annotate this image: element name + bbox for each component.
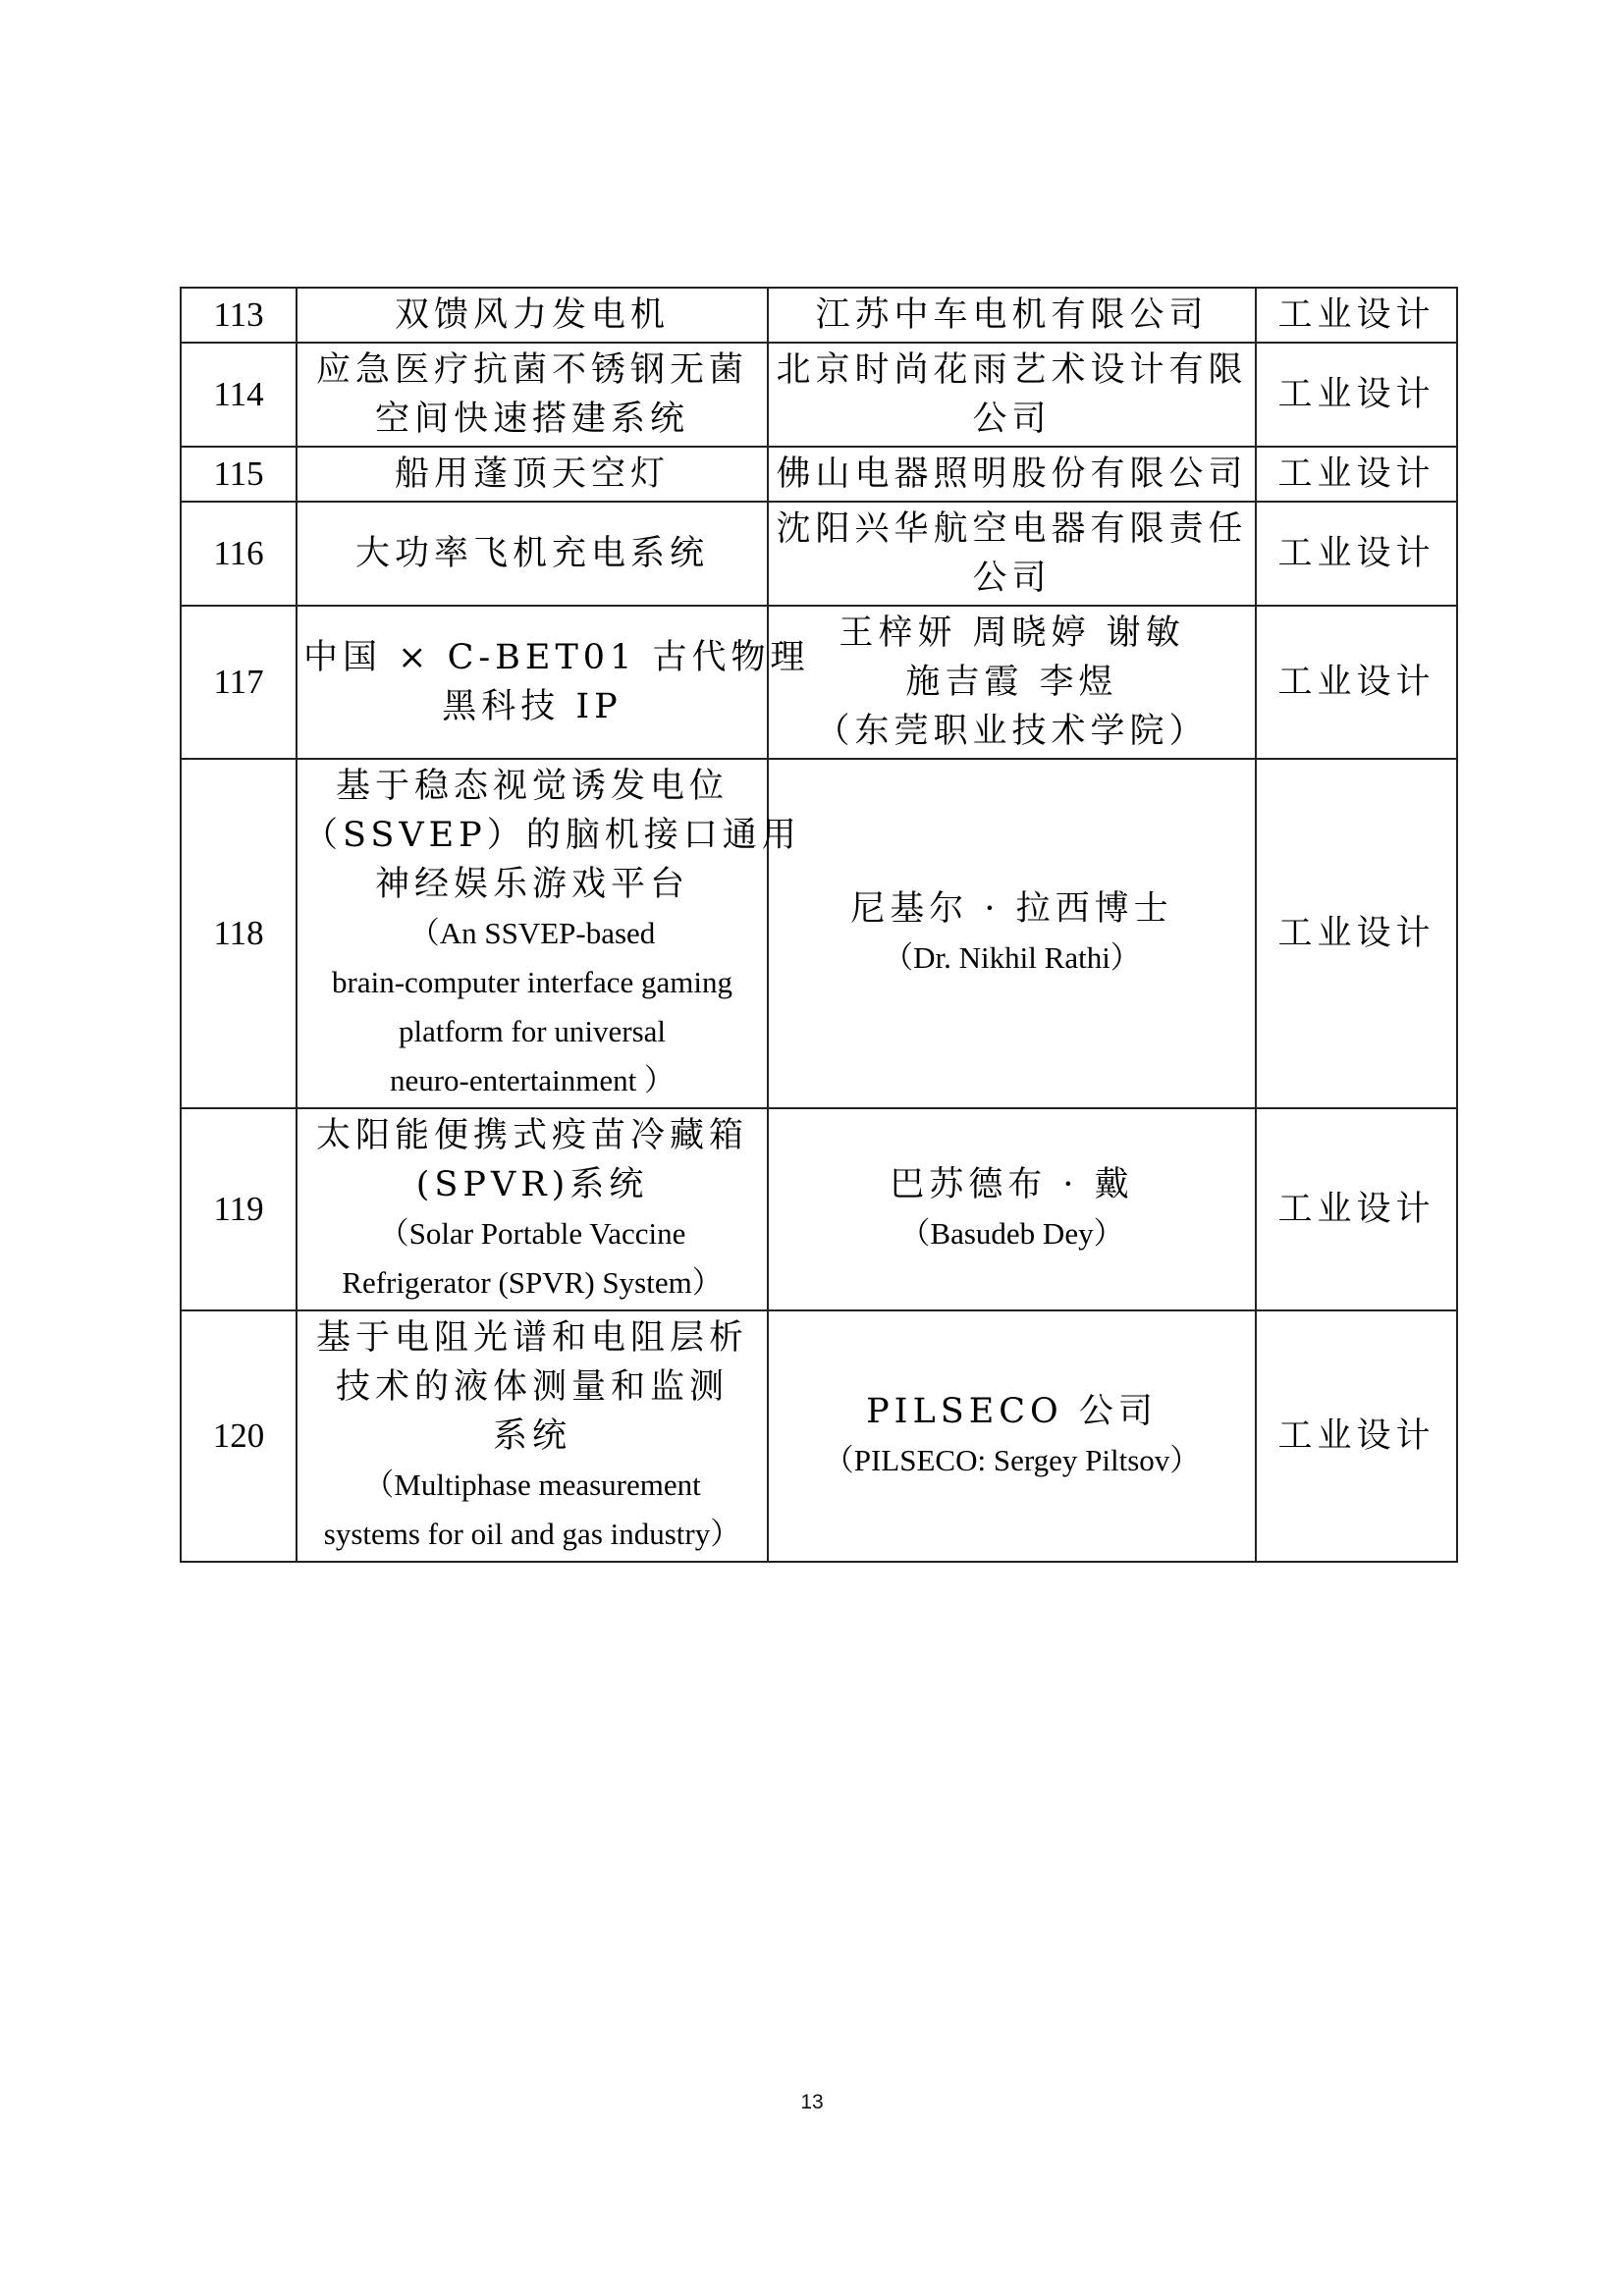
category-cell [1256,606,1457,759]
project-name-en-line: brain-computer interface gaming [332,965,732,999]
project-name-line: 应急医疗抗菌不锈钢无菌 [315,350,748,390]
table-row [181,759,1457,1108]
category-cell [1256,1108,1457,1310]
category-label: 工业设计 [1277,295,1435,335]
entry-number-cell [181,1108,297,1310]
project-name-line: 空间快速搭建系统 [374,400,689,439]
entry-number-cell [181,447,297,502]
project-name-line: 双馈风力发电机 [394,295,670,335]
organization-line: 公司 [972,400,1052,439]
organization-line: 施吉霞 李煜 [905,663,1118,702]
category-label: 工业设计 [1277,534,1435,573]
project-name-line: 基于电阻光谱和电阻层析 [315,1318,748,1358]
project-name-line: 船用蓬顶天空灯 [394,454,670,494]
project-name-cell [297,343,768,447]
entry-number-cell [181,759,297,1108]
organization-cell [768,606,1256,759]
entry-number-cell [181,1310,297,1562]
entry-number: 117 [213,663,264,701]
category-cell [1256,288,1457,343]
project-name-cell [297,759,801,1108]
project-name-line: 太阳能便携式疫苗冷藏箱 [315,1116,748,1155]
entry-number-cell [181,288,297,343]
entry-number: 118 [213,914,264,952]
project-name-cell [297,288,768,343]
organization-line: 北京时尚花雨艺术设计有限 [776,350,1248,390]
table-row [181,1310,1457,1562]
organization-cell [768,759,1256,1108]
organization-line: 巴苏德布 · 戴 [890,1165,1134,1204]
table-row [181,288,1457,343]
category-cell [1256,343,1457,447]
organization-line: PILSECO 公司 [866,1392,1158,1431]
organization-line: 尼基尔 · 拉西博士 [850,889,1173,929]
organization-line: 江苏中车电机有限公司 [815,295,1209,335]
organization-line: （东莞职业技术学院） [815,712,1209,751]
project-name-en-line: （Multiphase measurement [363,1468,701,1502]
entry-number-cell [181,343,297,447]
organization-cell [768,288,1256,343]
page-number: 13 [800,2091,824,2113]
category-label: 工业设计 [1277,454,1435,494]
entry-number-cell [181,502,297,606]
project-name-line: 大功率飞机充电系统 [354,534,709,573]
table-row [181,1108,1457,1310]
organization-en-line: （PILSECO: Sergey Piltsov） [823,1443,1201,1477]
project-name-en-line: platform for universal [398,1014,667,1048]
project-name-cell [297,1108,768,1310]
organization-cell [768,502,1256,606]
organization-line: 公司 [972,559,1052,598]
project-name-line: 黑科技 IP [442,687,623,726]
organization-cell [768,343,1256,447]
project-name-cell [297,1310,768,1562]
organization-cell [768,447,1256,502]
project-name-line: 技术的液体测量和监测 [335,1367,729,1407]
project-name-line: 系统 [492,1416,571,1456]
category-cell [1256,447,1457,502]
project-name-line: 中国 × C-BET01 古代物理 [303,638,810,677]
category-label: 工业设计 [1277,914,1435,953]
award-table [180,287,1458,1563]
project-name-cell [297,502,768,606]
entry-number-cell [181,606,297,759]
entry-number: 115 [213,454,264,493]
entry-number: 116 [213,534,264,572]
category-cell [1256,759,1457,1108]
project-name-cell [297,447,768,502]
project-name-line: （SSVEP）的脑机接口通用 [303,816,801,855]
project-name-en-line: systems for oil and gas industry） [323,1517,741,1551]
entry-number: 120 [212,1416,265,1455]
organization-cell [768,1310,1256,1562]
organization-cell [768,1108,1256,1310]
organization-line: 沈阳兴华航空电器有限责任 [776,509,1248,549]
category-label: 工业设计 [1277,375,1435,414]
category-label: 工业设计 [1277,1190,1435,1229]
entry-number: 113 [213,295,264,334]
project-name-line: 神经娱乐游戏平台 [374,865,689,904]
organization-line: 佛山电器照明股份有限公司 [776,454,1248,494]
table-row [181,502,1457,606]
table-row [181,447,1457,502]
award-table-body [181,288,1457,1562]
organization-line: 王梓妍 周晓婷 谢敏 [839,614,1185,653]
entry-number: 119 [213,1190,264,1228]
project-name-en-line: （Solar Portable Vaccine [378,1216,686,1251]
project-name-line: 基于稳态视觉诱发电位 [335,767,729,806]
entry-number: 114 [213,375,264,413]
category-cell [1256,502,1457,606]
project-name-en-line: （An SSVEP-based [408,916,656,950]
table-row [181,606,1457,759]
category-label: 工业设计 [1277,663,1435,702]
organization-en-line: （Basudeb Dey） [899,1216,1124,1251]
category-cell [1256,1310,1457,1562]
project-name-cell [297,606,810,759]
project-name-en-line: neuro-entertainment ） [389,1063,676,1097]
project-name-en-line: Refrigerator (SPVR) System） [342,1265,723,1300]
table-row [181,343,1457,447]
organization-en-line: （Dr. Nikhil Rathi） [883,940,1141,975]
project-name-line: (SPVR)系统 [415,1165,649,1204]
category-label: 工业设计 [1277,1416,1435,1456]
